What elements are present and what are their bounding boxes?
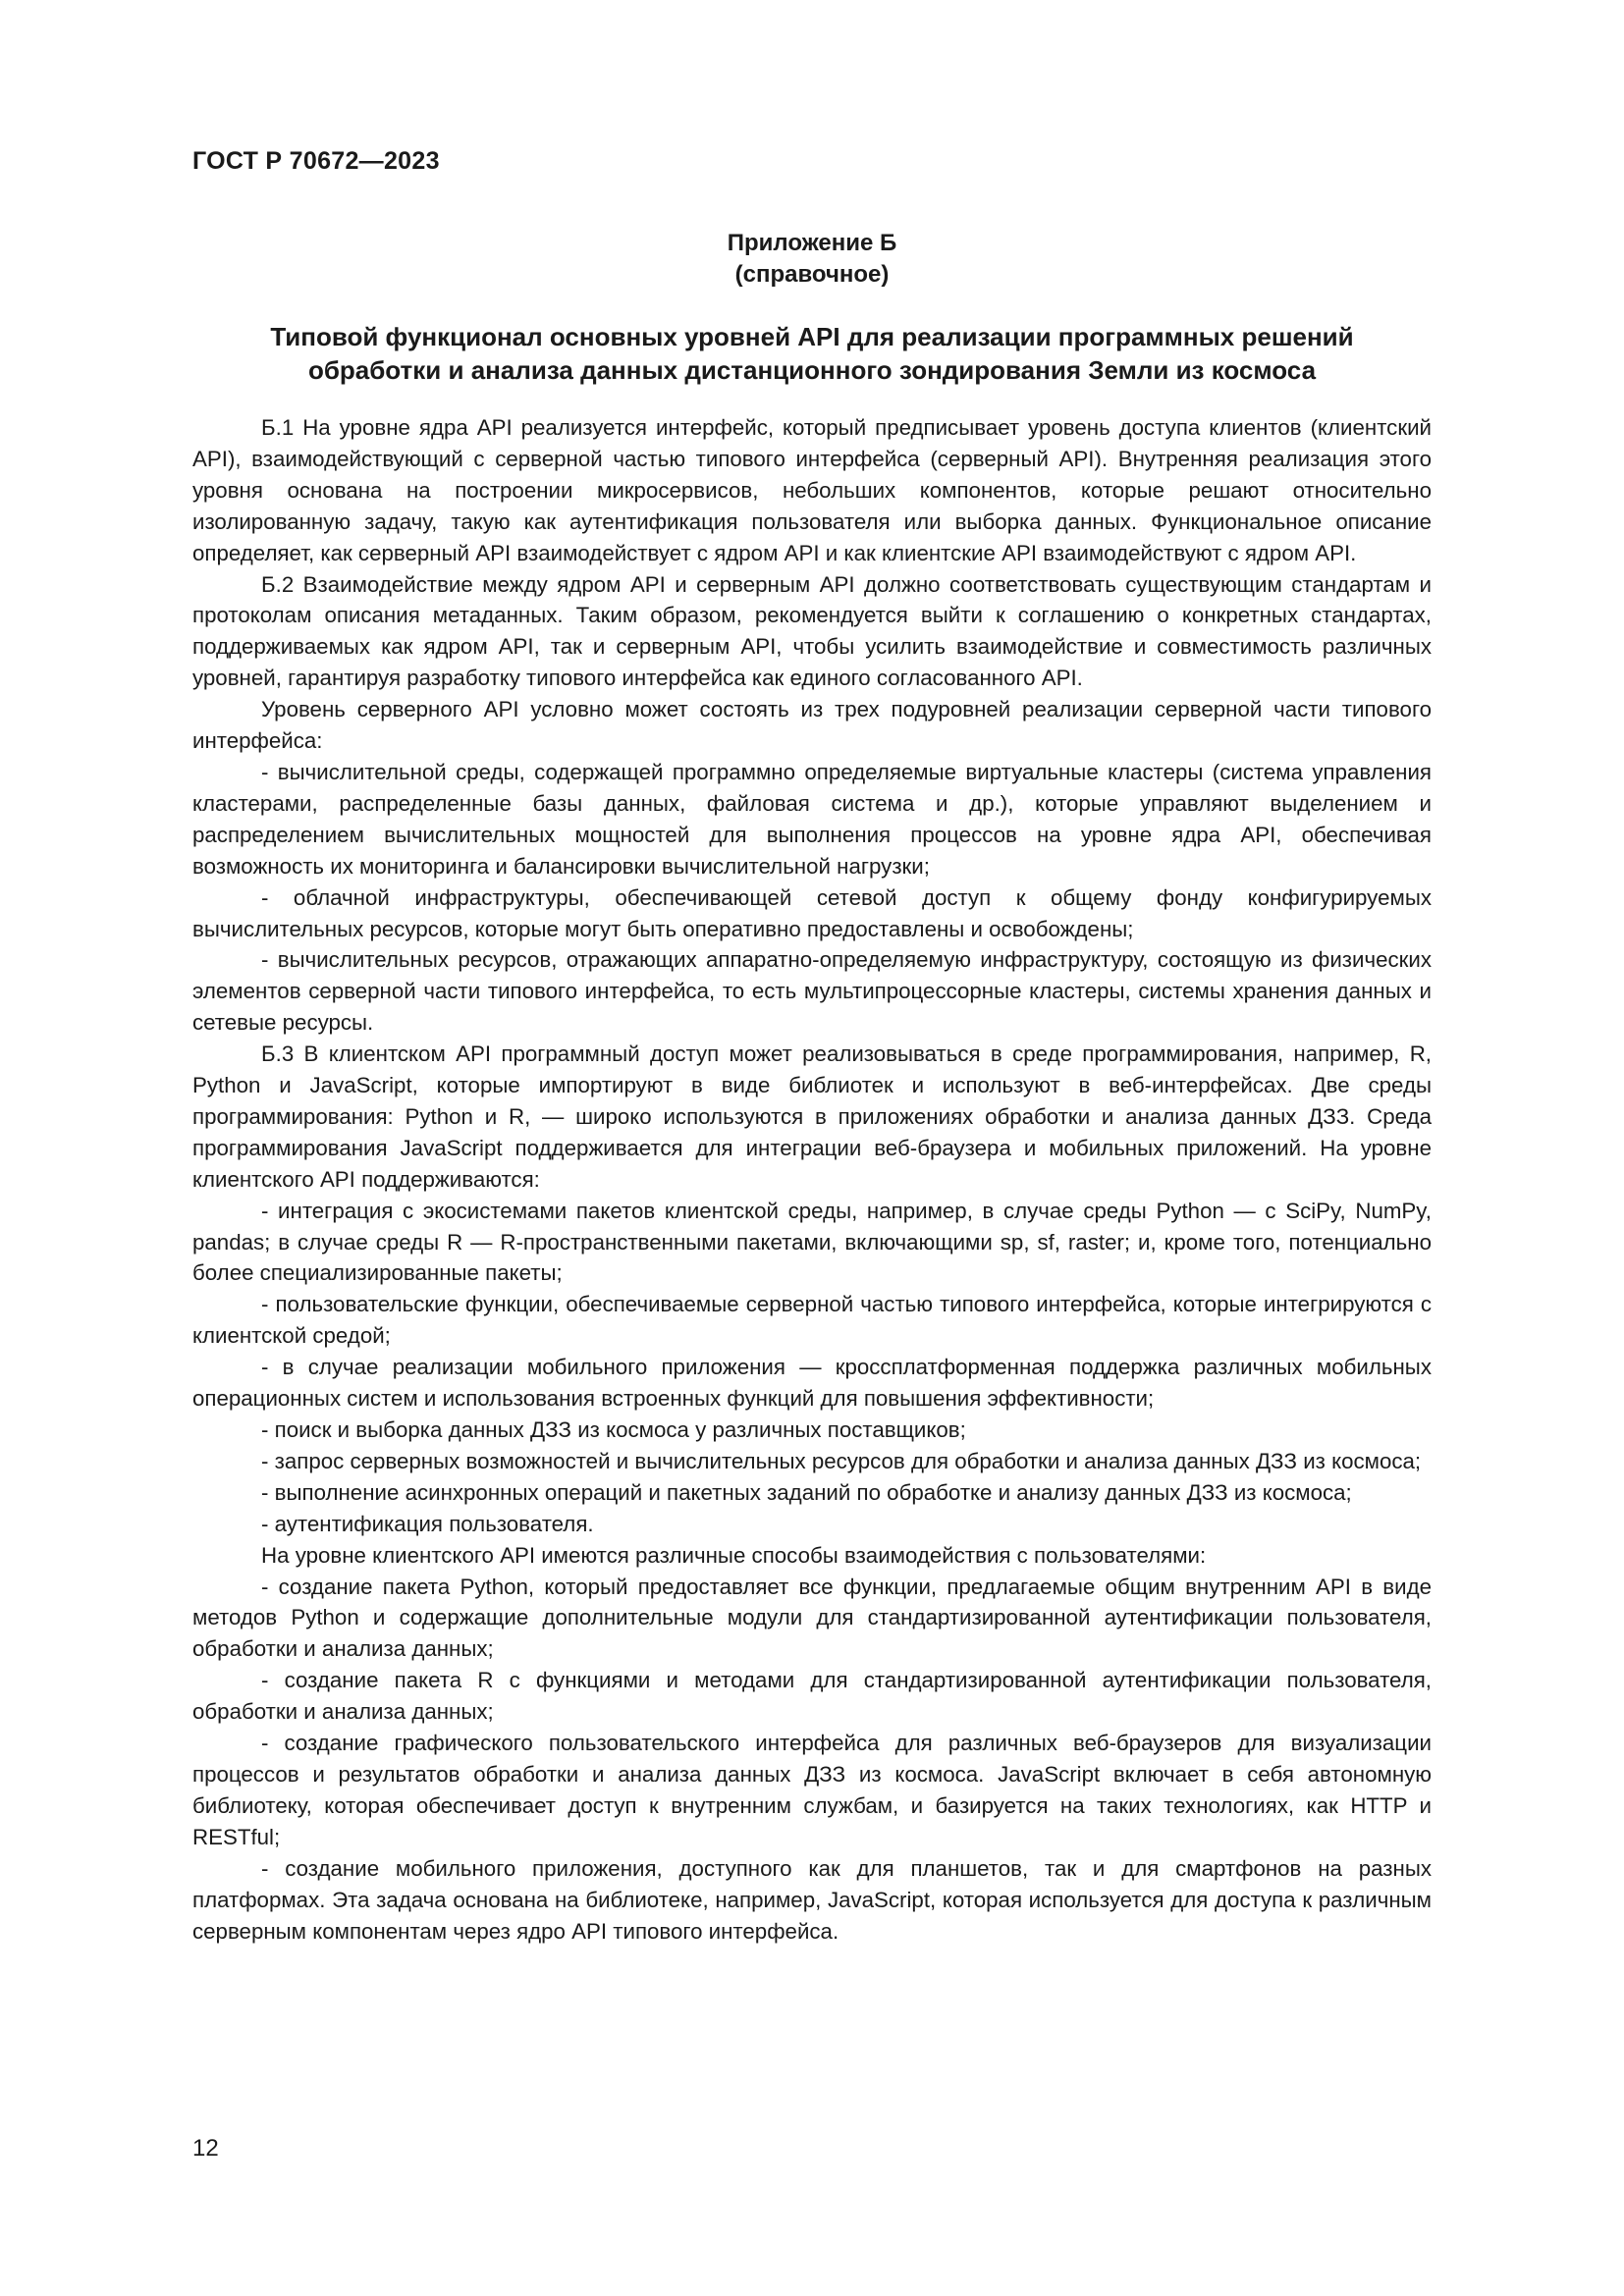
list-item: - в случае реализации мобильного приложения — кроссплатформенная поддержка различных мобильных операционных систем и использования встроенных функций для повышения эффективности; [192, 1355, 1432, 1412]
page-number: 12 [192, 2135, 219, 2162]
list-item: - создание пакета Python, который предоставляет все функции, предлагаемые общим внутренним API в виде методов Python и содержащие дополнительные модули для стандартизированной аутентификации пользователя, обработки и анализа данных; [192, 1574, 1432, 1662]
list-item: - вычислительных ресурсов, отражающих аппаратно-определяемую инфраструктуру, состоящую из физических элементов серверной части типового интерфейса, то есть мультипроцессорные кластеры, системы хранения данных и сетевые ресурсы. [192, 947, 1432, 1036]
list-item: - поиск и выборка данных ДЗЗ из космоса у различных поставщиков; [261, 1417, 966, 1442]
list-item: - создание пакета R с функциями и методами для стандартизированной аутентификации пользователя, обработки и анализа данных; [192, 1668, 1432, 1725]
standard-code-header: ГОСТ Р 70672—2023 [192, 147, 440, 175]
list-item: - запрос серверных возможностей и вычислительных ресурсов для обработки и анализа данных ДЗЗ из космоса; [261, 1448, 1422, 1473]
list-item: - пользовательские функции, обеспечиваемые серверной частью типового интерфейса, которые интегрируются с клиентской средой; [192, 1292, 1432, 1349]
appendix-heading [192, 228, 1432, 291]
document-title-line-2: обработки и анализа данных дистанционного зондирования Земли из космоса [307, 355, 1317, 385]
list-item: - создание графического пользовательского интерфейса для различных веб-браузеров для визуализации процессов и результатов обработки и анализа данных ДЗЗ из космоса. JavaScript включает в себя автономную библиотеку, которая обеспечивает доступ к внутренним службам, и базируется на таких технологиях, как HTTP и RESTful; [192, 1731, 1432, 1849]
paragraph-client-api-interaction: На уровне клиентского API имеются различные способы взаимодействия с пользователями: [261, 1542, 1207, 1568]
document-title [192, 320, 1432, 387]
list-item: - аутентификация пользователя. [261, 1511, 594, 1536]
list-item: - облачной инфраструктуры, обеспечивающей сетевой доступ к общему фонду конфигурируемых вычислительных ресурсов, которые могут быть оперативно предоставлены и освобождены; [192, 884, 1432, 941]
paragraph-b1: Б.1 На уровне ядра API реализуется интерфейс, который предписывает уровень доступа клиентов (клиентский API), взаимодействующий с серверной частью типового интерфейса (серверный API). Внутренняя реализация этого уровня основана на построении микросервисов, небольших компонентов, которые решают относительно изолированную задачу, такую как аутентификация пользователя или выборка данных. Функциональное описание определяет, как серверный API взаимодействует с ядром API и как клиентские API взаимодействуют с ядром API. [192, 415, 1432, 565]
body-text [192, 412, 1432, 1947]
list-item: - создание мобильного приложения, доступного как для планшетов, так и для смартфонов на разных платформах. Эта задача основана на библиотеке, например, JavaScript, которая используется для доступа к различным серверным компонентам через ядро API типового интерфейса. [192, 1855, 1432, 1944]
paragraph-b2: Б.2 Взаимодействие между ядром API и серверным API должно соответствовать существующим стандартам и протоколам описания метаданных. Таким образом, рекомендуется выйти к соглашению о конкретных стандартах, поддерживаемых как ядром API, так и серверным API, чтобы усилить взаимодействие и совместимость различных уровней, гарантируя разработку типового интерфейса как единого согласованного API. [192, 571, 1432, 691]
list-item: - вычислительной среды, содержащей программно определяемые виртуальные кластеры (система управления кластерами, распределенные базы данных, файловая система и др.), которые управляют выделением и распределением вычислительных мощностей для выполнения процессов на уровне ядра API, обеспечивая возможность их мониторинга и балансировки вычислительной нагрузки; [192, 759, 1432, 879]
appendix-type: (справочное) [734, 261, 890, 288]
list-item: - интеграция с экосистемами пакетов клиентской среды, например, в случае среды Python — с SciPy, NumPy, pandas; в случае среды R — R-пространственными пакетами, включающими sp, sf, raster; и, кроме того, потенциально более специализированные пакеты; [192, 1198, 1432, 1286]
paragraph-b3: Б.3 В клиентском API программный доступ может реализовываться в среде программирования, например, R, Python и JavaScript, которые импортируют в виде библиотек и используют в веб-интерфейсах. Две среды программирования: Python и R, — широко используются в приложениях обработки и анализа данных ДЗЗ. Среда программирования JavaScript поддерживается для интеграции веб-браузера и мобильных приложений. На уровне клиентского API поддерживаются: [192, 1041, 1432, 1192]
list-item: - выполнение асинхронных операций и пакетных заданий по обработке и анализу данных ДЗЗ из космоса; [261, 1479, 1352, 1505]
paragraph-server-api-intro: Уровень серверного API условно может состоять из трех подуровней реализации серверной части типового интерфейса: [192, 697, 1432, 754]
appendix-label: Приложение Б [727, 230, 897, 256]
document-title-line-1: Типовой функционал основных уровней API для реализации программных решений [270, 322, 1354, 351]
